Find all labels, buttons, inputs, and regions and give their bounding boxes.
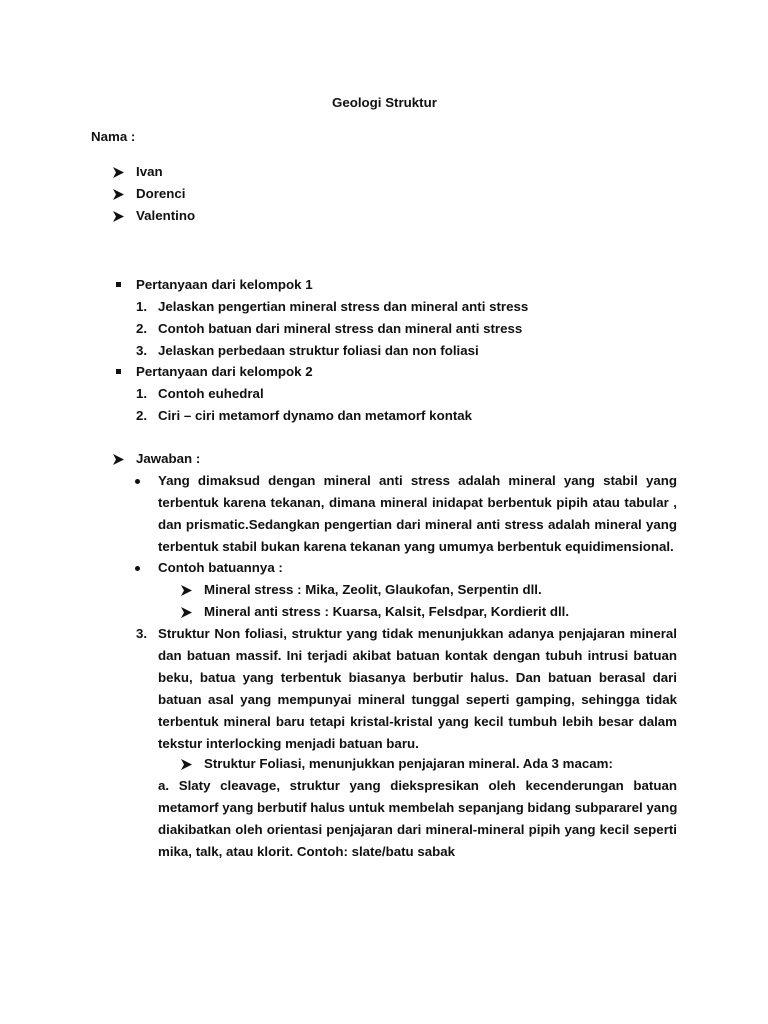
question-number: 3. [136,343,148,358]
question-number: 2. [136,408,148,423]
question-text: Jelaskan perbedaan struktur foliasi dan non foliasi [158,343,479,358]
square-bullet-icon [116,369,121,374]
arrow-bullet-icon [112,188,125,201]
example-item: Mineral anti stress : Kuarsa, Kalsit, Felsdpar, Kordierit dll. [204,604,570,619]
arrow-bullet-icon [112,166,125,179]
answer1-line: dan prismatic.Sedangkan pengertian dari mineral anti stress adalah mineral yang [158,517,677,532]
question-text: Ciri – ciri metamorf dynamo dan metamorf kontak [158,408,473,423]
slaty-line: a. Slaty cleavage, struktur yang diekspresikan oleh kecenderungan batuan [158,778,677,793]
answer3-line: Struktur Non foliasi, struktur yang tidak menunjukkan adanya penjajaran mineral [158,626,677,641]
name-item: Ivan [136,164,163,179]
slaty-line: mika, talk, atau klorit. Contoh: slate/batu sabak [158,844,456,859]
round-bullet-icon [135,566,140,571]
question-text: Contoh batuan dari mineral stress dan mineral anti stress [158,321,523,336]
question-number: 1. [136,386,148,401]
answer3-line: terbentuk mineral baru tetapi kristal-kristal yang kecil tumbuh lebih besar dalam [158,714,677,729]
name-item: Dorenci [136,186,186,201]
group2-heading: Pertanyaan dari kelompok 2 [136,364,313,379]
example-heading: Contoh batuannya : [158,560,283,575]
arrow-bullet-icon [112,210,125,223]
square-bullet-icon [116,282,121,287]
answer1-line: terbentuk stabil bukan karena tekanan yang umumya berbentuk equidimensional. [158,539,674,554]
answer3-line: batuan asal yang mempunyai mineral tunggal seperti gamping, sehingga tidak [158,692,677,707]
arrow-bullet-icon [180,584,193,597]
question-number: 1. [136,299,148,314]
document-title: Geologi Struktur [332,95,437,110]
question-text: Contoh euhedral [158,386,264,401]
slaty-line: metamorf yang berbutif halus untuk membelah sepanjang bidang subpararel yang [158,800,678,815]
name-item: Valentino [136,208,196,223]
name-label: Nama : [91,129,136,144]
answers-heading: Jawaban : [136,451,201,466]
slaty-line: diakibatkan oleh orientasi penjajaran dari mineral-mineral pipih yang kecil seperti [158,822,677,837]
answer1-line: Yang dimaksud dengan mineral anti stress adalah mineral yang stabil yang [158,473,677,488]
round-bullet-icon [135,479,140,484]
answer1-line: terbentuk karena tekanan, dimana mineral inidapat berbentuk pipih atau tabular , [158,495,677,510]
answer3-number: 3. [136,626,148,641]
arrow-bullet-icon [180,606,193,619]
arrow-bullet-icon [180,758,193,771]
answer3-line: tekstur interlocking menjadi batuan baru. [158,736,419,751]
question-text: Jelaskan pengertian mineral stress dan mineral anti stress [158,299,529,314]
answer3-line: beku, batua yang terbentuk biasanya berbutir halus. Dan batuan berasal dari [158,670,677,685]
arrow-bullet-icon [112,453,125,466]
example-item: Mineral stress : Mika, Zeolit, Glaukofan, Serpentin dll. [204,582,542,597]
group1-heading: Pertanyaan dari kelompok 1 [136,277,313,292]
answer3-line: dan batuan massif. Ini terjadi akibat batuan kontak dengan tubuh intrusi batuan [158,648,677,663]
question-number: 2. [136,321,148,336]
foliation-heading: Struktur Foliasi, menunjukkan penjajaran mineral. Ada 3 macam: [204,756,613,771]
